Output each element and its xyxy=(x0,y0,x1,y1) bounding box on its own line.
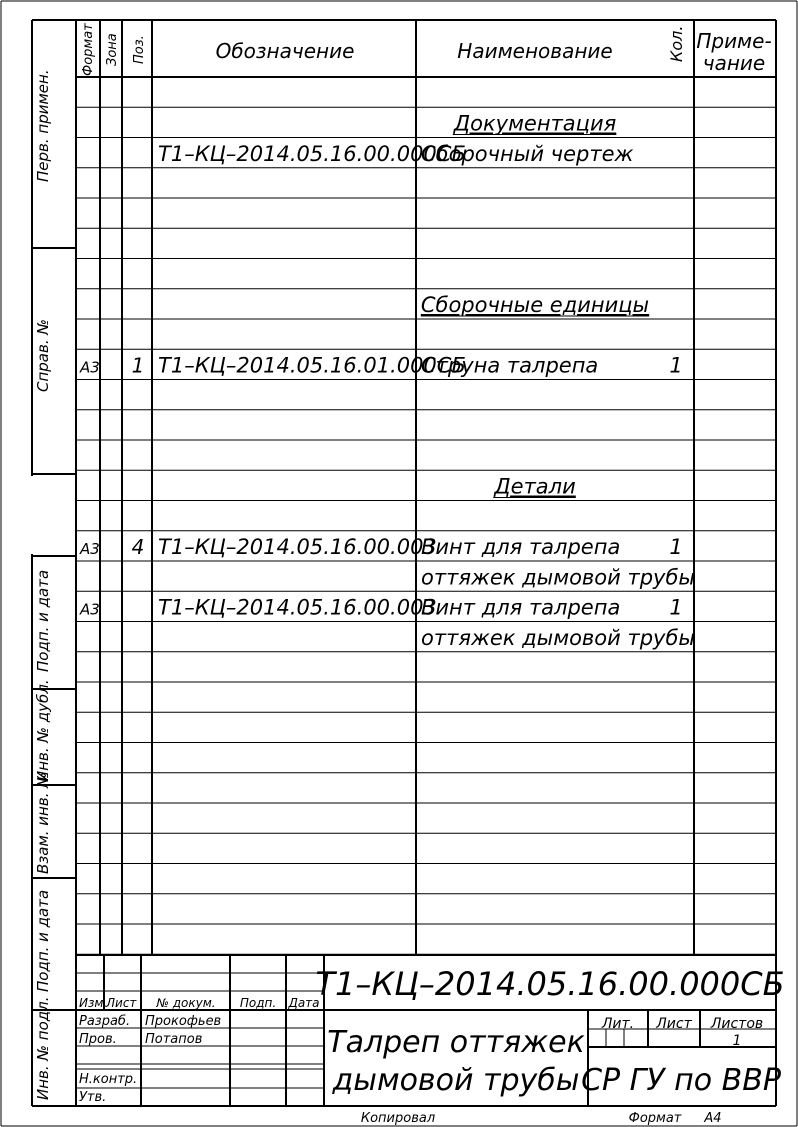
section-header-row xyxy=(453,112,617,136)
section-title: Сборочные единицы xyxy=(420,293,650,317)
table-row xyxy=(79,535,683,559)
side-label-podp-data-2: Подп. и дата xyxy=(34,889,52,992)
table-row xyxy=(158,142,633,166)
table-row xyxy=(421,626,695,650)
side-label-inv-podl: Инв. № подл. xyxy=(34,996,52,1100)
col-podp: Подп. xyxy=(239,996,277,1010)
listov-value: 1 xyxy=(732,1033,742,1049)
header-qty: Кол. xyxy=(667,25,686,62)
footer-format-value: А4 xyxy=(704,1111,722,1126)
side-strip-gap xyxy=(31,476,34,554)
cell-position: 1 xyxy=(131,353,145,378)
table-header xyxy=(81,23,772,76)
cell-designation: Т1–КЦ–2014.05.16.00.003 xyxy=(158,535,437,559)
header-note-line1: Приме- xyxy=(696,29,772,53)
side-label-vzam-inv: Взам. инв. № xyxy=(34,772,52,874)
utv-label: Утв. xyxy=(79,1090,107,1105)
section-title: Документация xyxy=(453,111,617,136)
side-labels xyxy=(34,69,52,1100)
header-zone: Зона xyxy=(105,33,120,66)
cell-format: А3 xyxy=(80,540,100,558)
footer-copied: Копировал xyxy=(360,1111,436,1126)
drawing-title-line2: дымовой трубы xyxy=(332,1063,580,1098)
title-block xyxy=(79,965,785,1105)
frame-lines xyxy=(1,1,797,1126)
cell-name: оттяжек дымовой трубы xyxy=(421,625,696,650)
side-label-inv-dubl: Инв. № дубл. xyxy=(34,679,52,782)
cell-designation: Т1–КЦ–2014.05.16.00.000СБ xyxy=(158,141,466,166)
cell-name: Струна талрепа xyxy=(421,353,599,378)
specification-rows xyxy=(79,112,695,650)
footer-format-label: Формат xyxy=(628,1111,682,1126)
col-list: Лист xyxy=(106,996,137,1010)
header-name: Наименование xyxy=(457,39,613,63)
cell-name: Винт для талрепа xyxy=(421,535,621,559)
table-row xyxy=(79,354,683,378)
lit-label: Лит. xyxy=(601,1016,635,1032)
col-izm: Изм. xyxy=(79,996,108,1010)
cell-designation: Т1–КЦ–2014.05.16.00.003 xyxy=(158,595,437,620)
col-doc: № докум. xyxy=(156,996,216,1010)
listov-label: Листов xyxy=(710,1016,764,1032)
header-format: Формат xyxy=(81,23,96,76)
razrab-label: Разраб. xyxy=(79,1014,131,1029)
header-designation: Обозначение xyxy=(215,39,355,63)
cell-name: оттяжек дымовой трубы xyxy=(421,565,696,590)
col-data: Дата xyxy=(288,996,320,1010)
razrab-name: Прокофьев xyxy=(145,1014,222,1029)
drawing-title-line1: Талреп оттяжек xyxy=(327,1025,585,1060)
section-title: Детали xyxy=(494,474,576,499)
cell-name: Винт для талрепа xyxy=(421,595,621,620)
cell-format: А3 xyxy=(80,358,100,377)
header-note-line2: чание xyxy=(702,51,766,75)
cell-quantity: 1 xyxy=(669,535,683,559)
side-label-perv-primen: Перв. примен. xyxy=(34,69,52,182)
cell-designation: Т1–КЦ–2014.05.16.01.000СБ xyxy=(158,353,466,378)
nkontr-label: Н.контр. xyxy=(79,1072,138,1087)
list-label: Лист xyxy=(656,1016,692,1032)
cell-quantity: 1 xyxy=(669,353,683,378)
cell-position: 4 xyxy=(131,535,145,559)
side-label-podp-data-1: Подп. и дата xyxy=(34,569,52,672)
document-code: Т1–КЦ–2014.05.16.00.000СБ xyxy=(315,965,785,1003)
section-header-row xyxy=(421,293,649,317)
prov-label: Пров. xyxy=(79,1032,117,1047)
organization: СР ГУ по ВВР xyxy=(581,1063,781,1098)
footer xyxy=(361,1111,722,1126)
table-row xyxy=(421,565,695,589)
side-label-sprav-no: Справ. № xyxy=(34,319,52,392)
section-header-row xyxy=(493,475,576,499)
cell-format: А3 xyxy=(80,600,100,619)
header-pos: Поз. xyxy=(132,35,147,64)
prov-name: Потапов xyxy=(145,1032,203,1047)
table-row xyxy=(79,596,683,620)
cell-name: Сборочный чертеж xyxy=(421,141,634,166)
cell-quantity: 1 xyxy=(669,595,683,620)
